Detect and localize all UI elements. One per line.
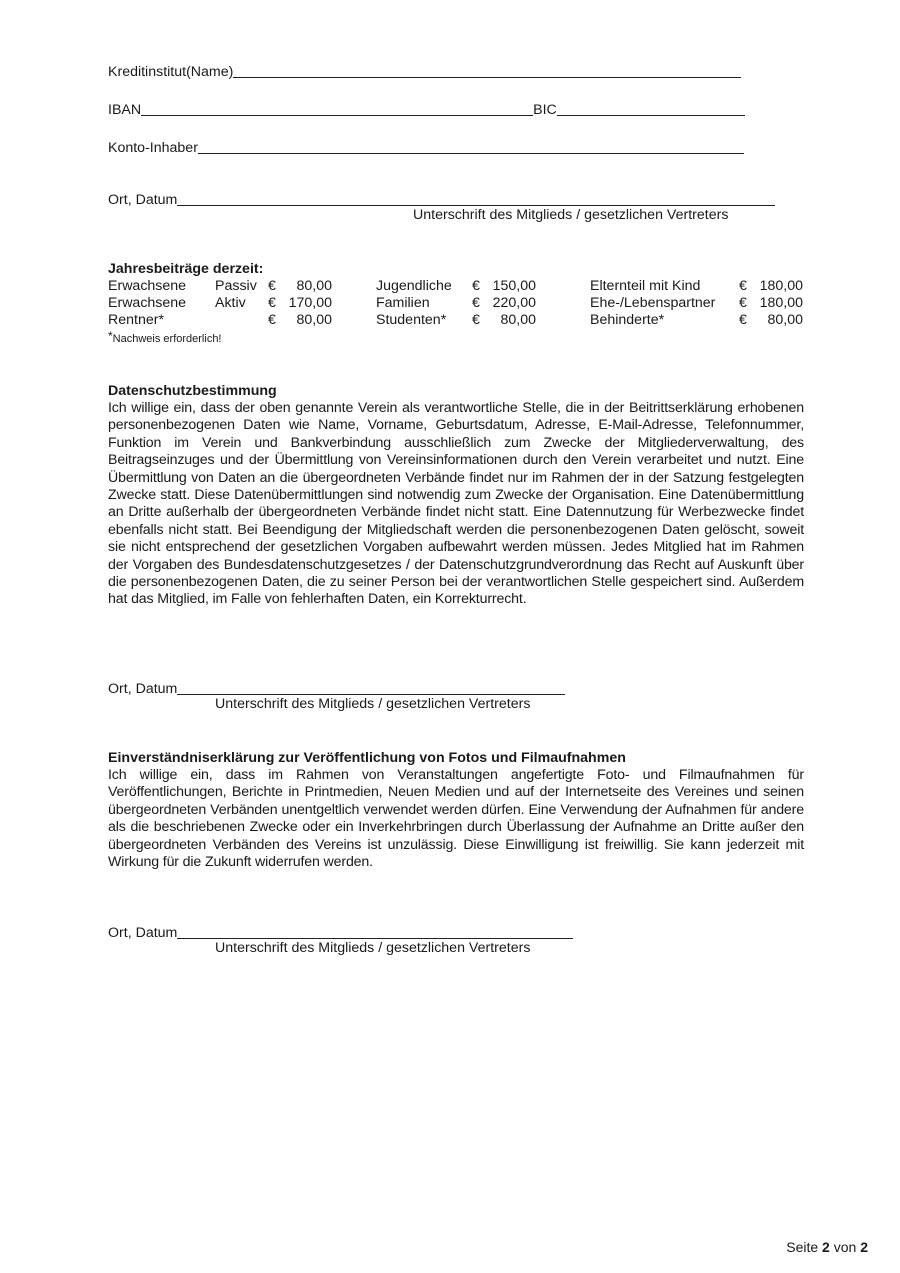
- currency-symbol: €: [472, 278, 480, 294]
- fee-category: Ehe-/Lebenspartner: [590, 295, 716, 311]
- signature-block-1: [108, 188, 775, 208]
- bic-input-line[interactable]: [557, 115, 745, 116]
- fee-amount: 80,00: [296, 278, 332, 294]
- currency-symbol: €: [268, 278, 276, 294]
- fee-amount: 220,00: [492, 295, 536, 311]
- photo-consent-title: Einverständniserklärung zur Veröffentlichung von Fotos und Filmaufnahmen: [108, 750, 626, 766]
- privacy-title: Datenschutzbestimmung: [108, 383, 277, 399]
- fees-row: [108, 278, 808, 295]
- currency-symbol: €: [268, 312, 276, 328]
- fee-amount: 80,00: [767, 312, 803, 328]
- fee-category: Elternteil mit Kind: [590, 278, 701, 294]
- page-middle: von: [833, 1239, 857, 1255]
- account-holder-field: [108, 136, 744, 156]
- fees-row: [108, 295, 808, 312]
- photo-consent-text: Ich willige ein, dass im Rahmen von Veranstaltungen angefertigte Foto- und Filmaufnahmen für Veröffentlichungen, Berichte in Printmedien, Neuen Medien und auf der Internetseite des Vereines und seinen übergeordneten Verbänden unentgeltlich verwendet werden dürfen. Eine Verwendung der Aufnahmen für andere als die beschriebenen Zwecke oder ein Inverkehrbringen durch Überlassung der Aufnahme an Dritte außer den übergeordneten Verbänden des Vereins ist unzulässig. Diese Einwilligung ist freiwillig. Sie kann jederzeit mit Wirkung für die Zukunft widerrufen werden.: [108, 767, 804, 871]
- fee-subcategory: Passiv: [215, 278, 257, 294]
- fee-amount: 180,00: [759, 278, 803, 294]
- place-date-label: Ort, Datum: [108, 925, 178, 941]
- fee-subcategory: Aktiv: [215, 295, 246, 311]
- fee-amount: 80,00: [296, 312, 332, 328]
- bank-institute-input-line[interactable]: [233, 77, 741, 78]
- signature-input-line[interactable]: [177, 205, 775, 206]
- signature-input-line[interactable]: [177, 694, 565, 695]
- currency-symbol: €: [268, 295, 276, 311]
- account-holder-label: Konto-Inhaber: [108, 140, 198, 156]
- fee-category: Jugendliche: [376, 278, 452, 294]
- fee-amount: 150,00: [492, 278, 536, 294]
- account-holder-input-line[interactable]: [198, 153, 744, 154]
- bank-institute-label: Kreditinstitut(Name): [108, 64, 234, 80]
- signature-block-3: [108, 921, 573, 941]
- currency-symbol: €: [739, 295, 747, 311]
- currency-symbol: €: [472, 312, 480, 328]
- footnote-text: Nachweis erforderlich!: [112, 333, 222, 345]
- signature-caption: Unterschrift des Mitglieds / gesetzlichen Vertreters: [215, 696, 531, 712]
- fees-row: [108, 312, 808, 329]
- fee-category: Rentner*: [108, 312, 164, 328]
- iban-bic-field: [108, 98, 745, 118]
- signature-caption: Unterschrift des Mitglieds / gesetzlichen Vertreters: [215, 940, 531, 956]
- fee-category: Studenten*: [376, 312, 447, 328]
- page-total: 2: [860, 1239, 868, 1255]
- page-number: [786, 1239, 868, 1255]
- iban-input-line[interactable]: [141, 115, 533, 116]
- bank-institute-field: [108, 60, 741, 80]
- currency-symbol: €: [739, 278, 747, 294]
- fee-category: Familien: [376, 295, 430, 311]
- place-date-label: Ort, Datum: [108, 681, 178, 697]
- currency-symbol: €: [472, 295, 480, 311]
- page-prefix: Seite: [786, 1239, 819, 1255]
- fee-category: Behinderte*: [590, 312, 665, 328]
- signature-input-line[interactable]: [177, 938, 573, 939]
- bic-label: BIC: [533, 102, 557, 118]
- footnote-star: *: [108, 329, 113, 343]
- fee-category: Erwachsene: [108, 278, 187, 294]
- fee-category: Erwachsene: [108, 295, 187, 311]
- fees-footnote: [108, 331, 222, 345]
- privacy-text: Ich willige ein, dass der oben genannte Verein als verantwortliche Stelle, die in der Beitrittserklärung erhobenen personenbezogenen Daten wie Name, Vorname, Geburtsdatum, Adresse, E-Mail-Adresse, Telefonnummer, Funktion im Verein und Bankverbindung ausschließlich zum Zwecke der Mitgliederverwaltung, des Beitragseinzuges und der Übermittlung von Vereinsinformationen durch den Verein verarbeitet und nutzt. Eine Übermittlung von Daten an die übergeordneten Verbände findet nur im Rahmen der in der Satzung festgelegten Zwecke statt. Diese Datenübermittlungen sind notwendig zum Zwecke der Organisation. Eine Datenübermittlung an Dritte außerhalb der übergeordneten Verbände findet nicht statt. Eine Datennutzung für Werbezwecke findet ebenfalls nicht statt. Bei Beendigung der Mitgliedschaft werden die personenbezogenen Daten gelöscht, soweit sie nicht entsprechend der gesetzlichen Vorgaben aufbewahrt werden müssen. Jedes Mitglied hat im Rahmen der Vorgaben des Bundesdatenschutzgesetzes / der Datenschutzgrundverordnung das Recht auf Auskunft über die personenbezogenen Daten, die zu seiner Person bei der verantwortlichen Stelle gespeichert sind. Außerdem hat das Mitglied, im Falle von fehlerhaften Daten, ein Korrekturrecht.: [108, 400, 804, 608]
- fee-amount: 170,00: [288, 295, 332, 311]
- fee-amount: 180,00: [759, 295, 803, 311]
- place-date-label: Ort, Datum: [108, 192, 178, 208]
- page-current: 2: [822, 1239, 830, 1255]
- iban-label: IBAN: [108, 102, 142, 118]
- fee-amount: 80,00: [500, 312, 536, 328]
- currency-symbol: €: [739, 312, 747, 328]
- signature-block-2: [108, 677, 565, 697]
- signature-caption: Unterschrift des Mitglieds / gesetzlichen Vertreters: [413, 207, 729, 223]
- fees-title: Jahresbeiträge derzeit:: [108, 261, 264, 277]
